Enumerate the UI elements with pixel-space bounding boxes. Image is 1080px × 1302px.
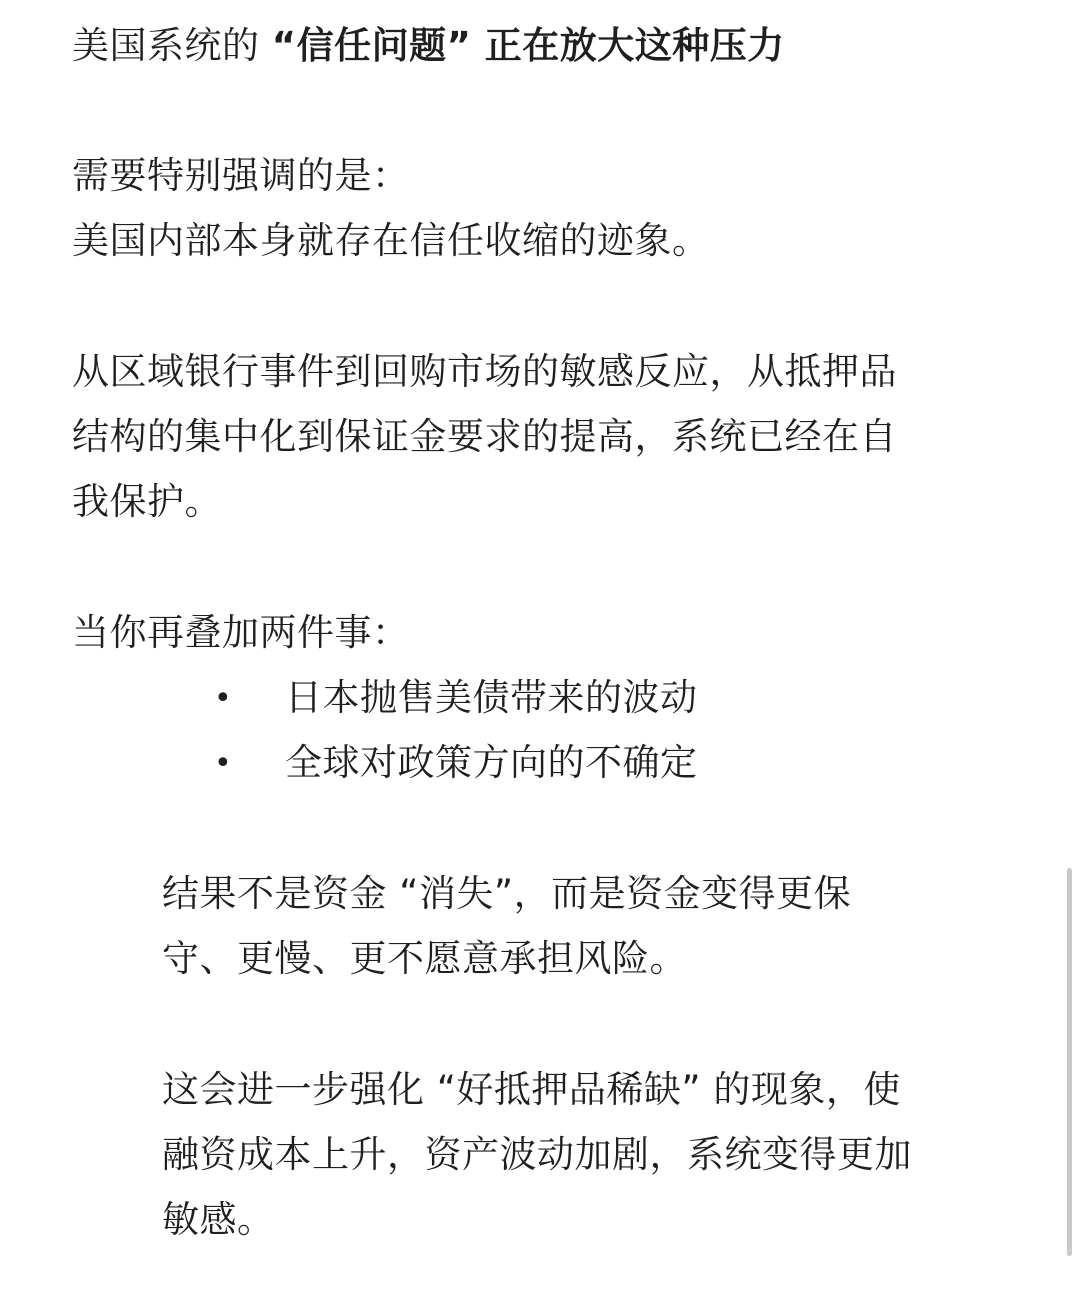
section-heading bbox=[72, 24, 785, 67]
heading-prefix: 美国系统的 bbox=[72, 24, 272, 67]
emphasis-intro: 需要特别强调的是： bbox=[72, 154, 410, 197]
bullet-dot: • bbox=[214, 681, 232, 716]
heading-suffix: 正在放大这种压力 bbox=[471, 24, 785, 67]
paragraph-line: 我保护。 bbox=[72, 480, 222, 523]
result-line: 守、更慢、更不愿意承担风险。 bbox=[162, 937, 687, 980]
scrollbar-thumb[interactable] bbox=[1067, 868, 1072, 1256]
bullet-text: 日本抛售美债带来的波动 bbox=[285, 676, 698, 719]
result-line: 结果不是资金 “消失”，而是资金变得更保 bbox=[162, 872, 852, 915]
paragraph-line: 结构的集中化到保证金要求的提高，系统已经在自 bbox=[72, 415, 897, 458]
conclusion-line: 融资成本上升，资产波动加剧，系统变得更加 bbox=[162, 1133, 912, 1176]
heading-emphasis: “信任问题” bbox=[271, 24, 472, 67]
emphasis-body: 美国内部本身就存在信任收缩的迹象。 bbox=[72, 219, 710, 262]
conclusion-line: 敏感。 bbox=[162, 1198, 275, 1241]
conclusion-line: 这会进一步强化 “好抵押品稀缺” 的现象，使 bbox=[162, 1068, 901, 1111]
bullet-dot: • bbox=[214, 746, 232, 781]
bullet-text: 全球对政策方向的不确定 bbox=[285, 741, 698, 784]
stacking-intro: 当你再叠加两件事： bbox=[72, 611, 410, 654]
paragraph-line: 从区域银行事件到回购市场的敏感反应，从抵押品 bbox=[72, 350, 897, 393]
